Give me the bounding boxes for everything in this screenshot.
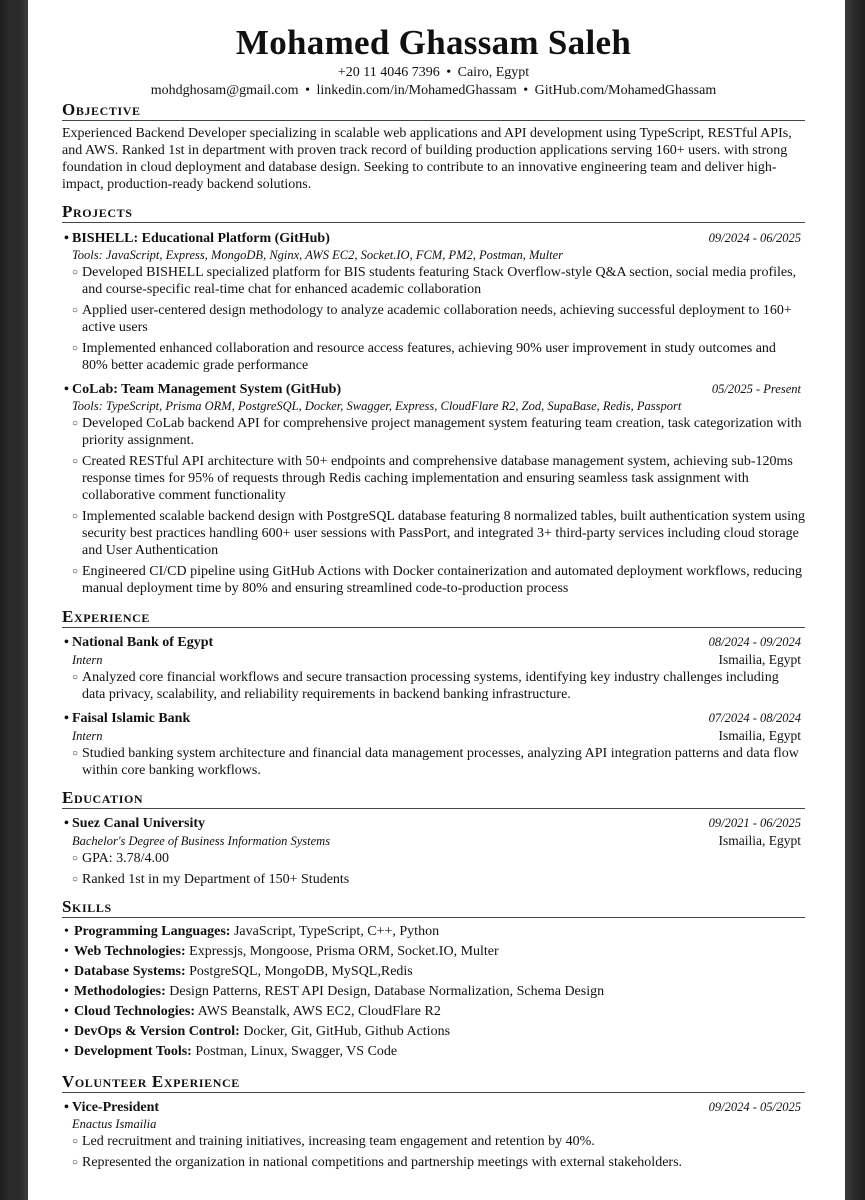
employer-name: • Faisal Islamic Bank	[64, 711, 191, 726]
location: Cairo, Egypt	[457, 65, 530, 80]
project-entry	[62, 380, 805, 597]
bullet-icon: •	[64, 816, 69, 831]
circle-bullet-icon: ○	[72, 672, 79, 683]
job-location: Ismailia, Egypt	[718, 728, 801, 743]
separator-dot: •	[305, 83, 310, 98]
bullet-icon: •	[64, 382, 69, 397]
list-item: ○ Developed CoLab backend API for comprehensive project management system featuring team creation, task categorization with priority assignment.	[72, 416, 802, 448]
resume-content	[62, 22, 805, 1171]
education-subheader	[62, 833, 805, 849]
experience-date: 08/2024 - 09/2024	[708, 635, 801, 649]
circle-bullet-icon: ○	[72, 267, 79, 278]
project-bullets	[62, 415, 805, 597]
project-bullets	[62, 264, 805, 374]
circle-bullet-icon: ○	[72, 456, 79, 467]
project-header	[62, 380, 805, 399]
experience-bullets	[62, 745, 805, 779]
skill-item: • Development Tools: Postman, Linux, Swagger, VS Code	[64, 1042, 805, 1062]
section-title-education: Education	[62, 788, 805, 809]
experience-header	[62, 709, 805, 728]
circle-bullet-icon: ○	[72, 566, 79, 577]
project-date: 09/2024 - 06/2025	[708, 231, 801, 245]
bullet-icon: •	[64, 231, 69, 246]
education-header	[62, 814, 805, 833]
bullet-icon: •	[64, 1044, 69, 1059]
objective-text: Experienced Backend Developer specializing in scalable web applications and API development using TypeScript, RESTful APIs, and AWS. Ranked 1st in department with proven track record of building production applications serving 160+ users. with strong foundation in cloud deployment and database design. Seeking to contribute to an innovative engineering team and deliver high-impact, production-ready backend solutions.	[62, 126, 792, 192]
bullet-icon: •	[64, 635, 69, 650]
list-item: ○ Engineered CI/CD pipeline using GitHub Actions with Docker containerization and automated deployment workflows, reducing manual deployment time by 80% and ensuring streamlined code-to-production process	[72, 564, 803, 596]
section-title-volunteer: Volunteer Experience	[62, 1072, 805, 1093]
circle-bullet-icon: ○	[72, 874, 79, 885]
volunteer-entry	[62, 1098, 805, 1171]
phone: +20 11 4046 7396	[337, 65, 440, 80]
job-role: Intern	[72, 729, 103, 743]
circle-bullet-icon: ○	[72, 748, 79, 759]
circle-bullet-icon: ○	[72, 1136, 79, 1147]
experience-entry	[62, 633, 805, 703]
contact-line-1	[62, 64, 805, 82]
list-item: ○ Implemented scalable backend design with PostgreSQL database featuring 8 normalized tables, built authentication system using security best practices handling 600+ user sessions with PassPort, and integrated 3+ third-party services including cloud storage and User Authentication	[72, 509, 806, 558]
separator-dot: •	[446, 65, 452, 80]
volunteer-role: • Vice-President	[64, 1100, 160, 1115]
experience-entry	[62, 709, 805, 779]
separator-dot: •	[523, 83, 529, 98]
skill-item: • Methodologies: Design Patterns, REST API Design, Database Normalization, Schema Design	[64, 982, 805, 1002]
volunteer-bullets	[62, 1133, 805, 1171]
volunteer-org: Enactus Ismailia	[72, 1117, 157, 1131]
bullet-icon: •	[64, 1024, 69, 1039]
job-role: Intern	[72, 653, 103, 667]
bullet-icon: •	[64, 711, 69, 726]
list-item: ○ Created RESTful API architecture with 50+ endpoints and comprehensive database management system, achieving sub-120ms response times for 95% of requests through Redis caching implementation and ensuring seamless task assignment with collaborative comment functionality	[72, 454, 793, 503]
github-link: GitHub.com/MohamedGhassam	[534, 83, 717, 98]
list-item: ○ GPA: 3.78/4.00	[72, 851, 170, 866]
skill-item: • Database Systems: PostgreSQL, MongoDB, MySQL,Redis	[64, 962, 805, 982]
bullet-icon: •	[64, 964, 69, 979]
bullet-icon: •	[64, 924, 69, 939]
list-item: ○ Represented the organization in national competitions and partnership meetings with external stakeholders.	[72, 1155, 683, 1170]
circle-bullet-icon: ○	[72, 853, 79, 864]
list-item: ○ Led recruitment and training initiatives, increasing team engagement and retention by 40%.	[72, 1134, 595, 1149]
section-title-projects: Projects	[62, 202, 805, 223]
circle-bullet-icon: ○	[72, 305, 79, 316]
list-item: ○ Applied user-centered design methodology to analyze academic collaboration needs, achieving successful deployment to 160+ active users	[72, 303, 792, 335]
photo-frame-right-edge	[845, 0, 865, 1200]
list-item: ○ Studied banking system architecture and financial data management processes, analyzing API integration patterns and data flow within core banking workflows.	[72, 746, 799, 778]
list-item: ○ Implemented enhanced collaboration and resource access features, achieving 90% user improvement in study outcomes and 80% better academic grade performance	[72, 341, 776, 373]
section-title-objective: Objective	[62, 100, 805, 121]
skill-item: • Web Technologies: Expressjs, Mongoose, Prisma ORM, Socket.IO, Multer	[64, 942, 805, 962]
job-location: Ismailia, Egypt	[718, 652, 801, 667]
list-item: ○ Analyzed core financial workflows and secure transaction processing systems, identifying key industry challenges including data privacy, scalability, and reliability requirements in backend banking infrastructure.	[72, 670, 779, 702]
resume-page	[28, 0, 845, 1200]
section-title-skills: Skills	[62, 897, 805, 918]
education-date: 09/2021 - 06/2025	[708, 816, 801, 830]
experience-subheader	[62, 652, 805, 668]
volunteer-subheader	[62, 1117, 805, 1132]
experience-header	[62, 633, 805, 652]
experience-bullets	[62, 669, 805, 703]
list-item: ○ Developed BISHELL specialized platform for BIS students featuring Stack Overflow-style Q&A section, social media profiles, and course-specific real-time chat for enhanced academic collaboration	[72, 265, 797, 297]
project-date: 05/2025 - Present	[711, 382, 801, 396]
circle-bullet-icon: ○	[72, 511, 79, 522]
school-name: • Suez Canal University	[64, 816, 205, 831]
photo-frame-left-edge	[0, 0, 28, 1200]
project-name: • CoLab: Team Management System (GitHub)	[64, 382, 342, 397]
project-name: • BISHELL: Educational Platform (GitHub)	[64, 231, 330, 246]
skill-item: • Programming Languages: JavaScript, TypeScript, C++, Python	[64, 922, 805, 942]
project-entry	[62, 229, 805, 374]
circle-bullet-icon: ○	[72, 418, 79, 429]
employer-name: • National Bank of Egypt	[64, 635, 214, 650]
bullet-icon: •	[64, 1100, 69, 1115]
bullet-icon: •	[64, 1004, 69, 1019]
skills-list	[62, 922, 805, 1062]
volunteer-header	[62, 1098, 805, 1117]
bullet-icon: •	[64, 944, 69, 959]
education-bullets	[62, 850, 805, 888]
project-tools: Tools: TypeScript, Prisma ORM, PostgreSQL, Docker, Swagger, Express, CloudFlare R2, Zod, SupaBase, Redis, Passport	[72, 399, 682, 413]
degree: Bachelor's Degree of Business Information Systems	[72, 834, 331, 848]
project-header	[62, 229, 805, 248]
section-title-experience: Experience	[62, 607, 805, 628]
experience-subheader	[62, 728, 805, 744]
bullet-icon: •	[64, 984, 69, 999]
linkedin-link: linkedin.com/in/MohamedGhassam	[316, 83, 517, 98]
skill-item: • Cloud Technologies: AWS Beanstalk, AWS EC2, CloudFlare R2	[64, 1002, 805, 1022]
education-entry	[62, 814, 805, 888]
list-item: ○ Ranked 1st in my Department of 150+ Students	[72, 872, 350, 887]
circle-bullet-icon: ○	[72, 343, 79, 354]
contact-line-2	[62, 82, 805, 100]
skill-item: • DevOps & Version Control: Docker, Git, GitHub, Github Actions	[64, 1022, 805, 1042]
circle-bullet-icon: ○	[72, 1157, 79, 1168]
project-tools: Tools: JavaScript, Express, MongoDB, Nginx, AWS EC2, Socket.IO, FCM, PM2, Postman, Multer	[72, 248, 564, 262]
candidate-name: Mohamed Ghassam Saleh	[235, 23, 632, 62]
email: mohdghosam@gmail.com	[150, 83, 299, 98]
volunteer-date: 09/2024 - 05/2025	[708, 1100, 801, 1114]
school-location: Ismailia, Egypt	[718, 833, 801, 848]
experience-date: 07/2024 - 08/2024	[708, 711, 801, 725]
